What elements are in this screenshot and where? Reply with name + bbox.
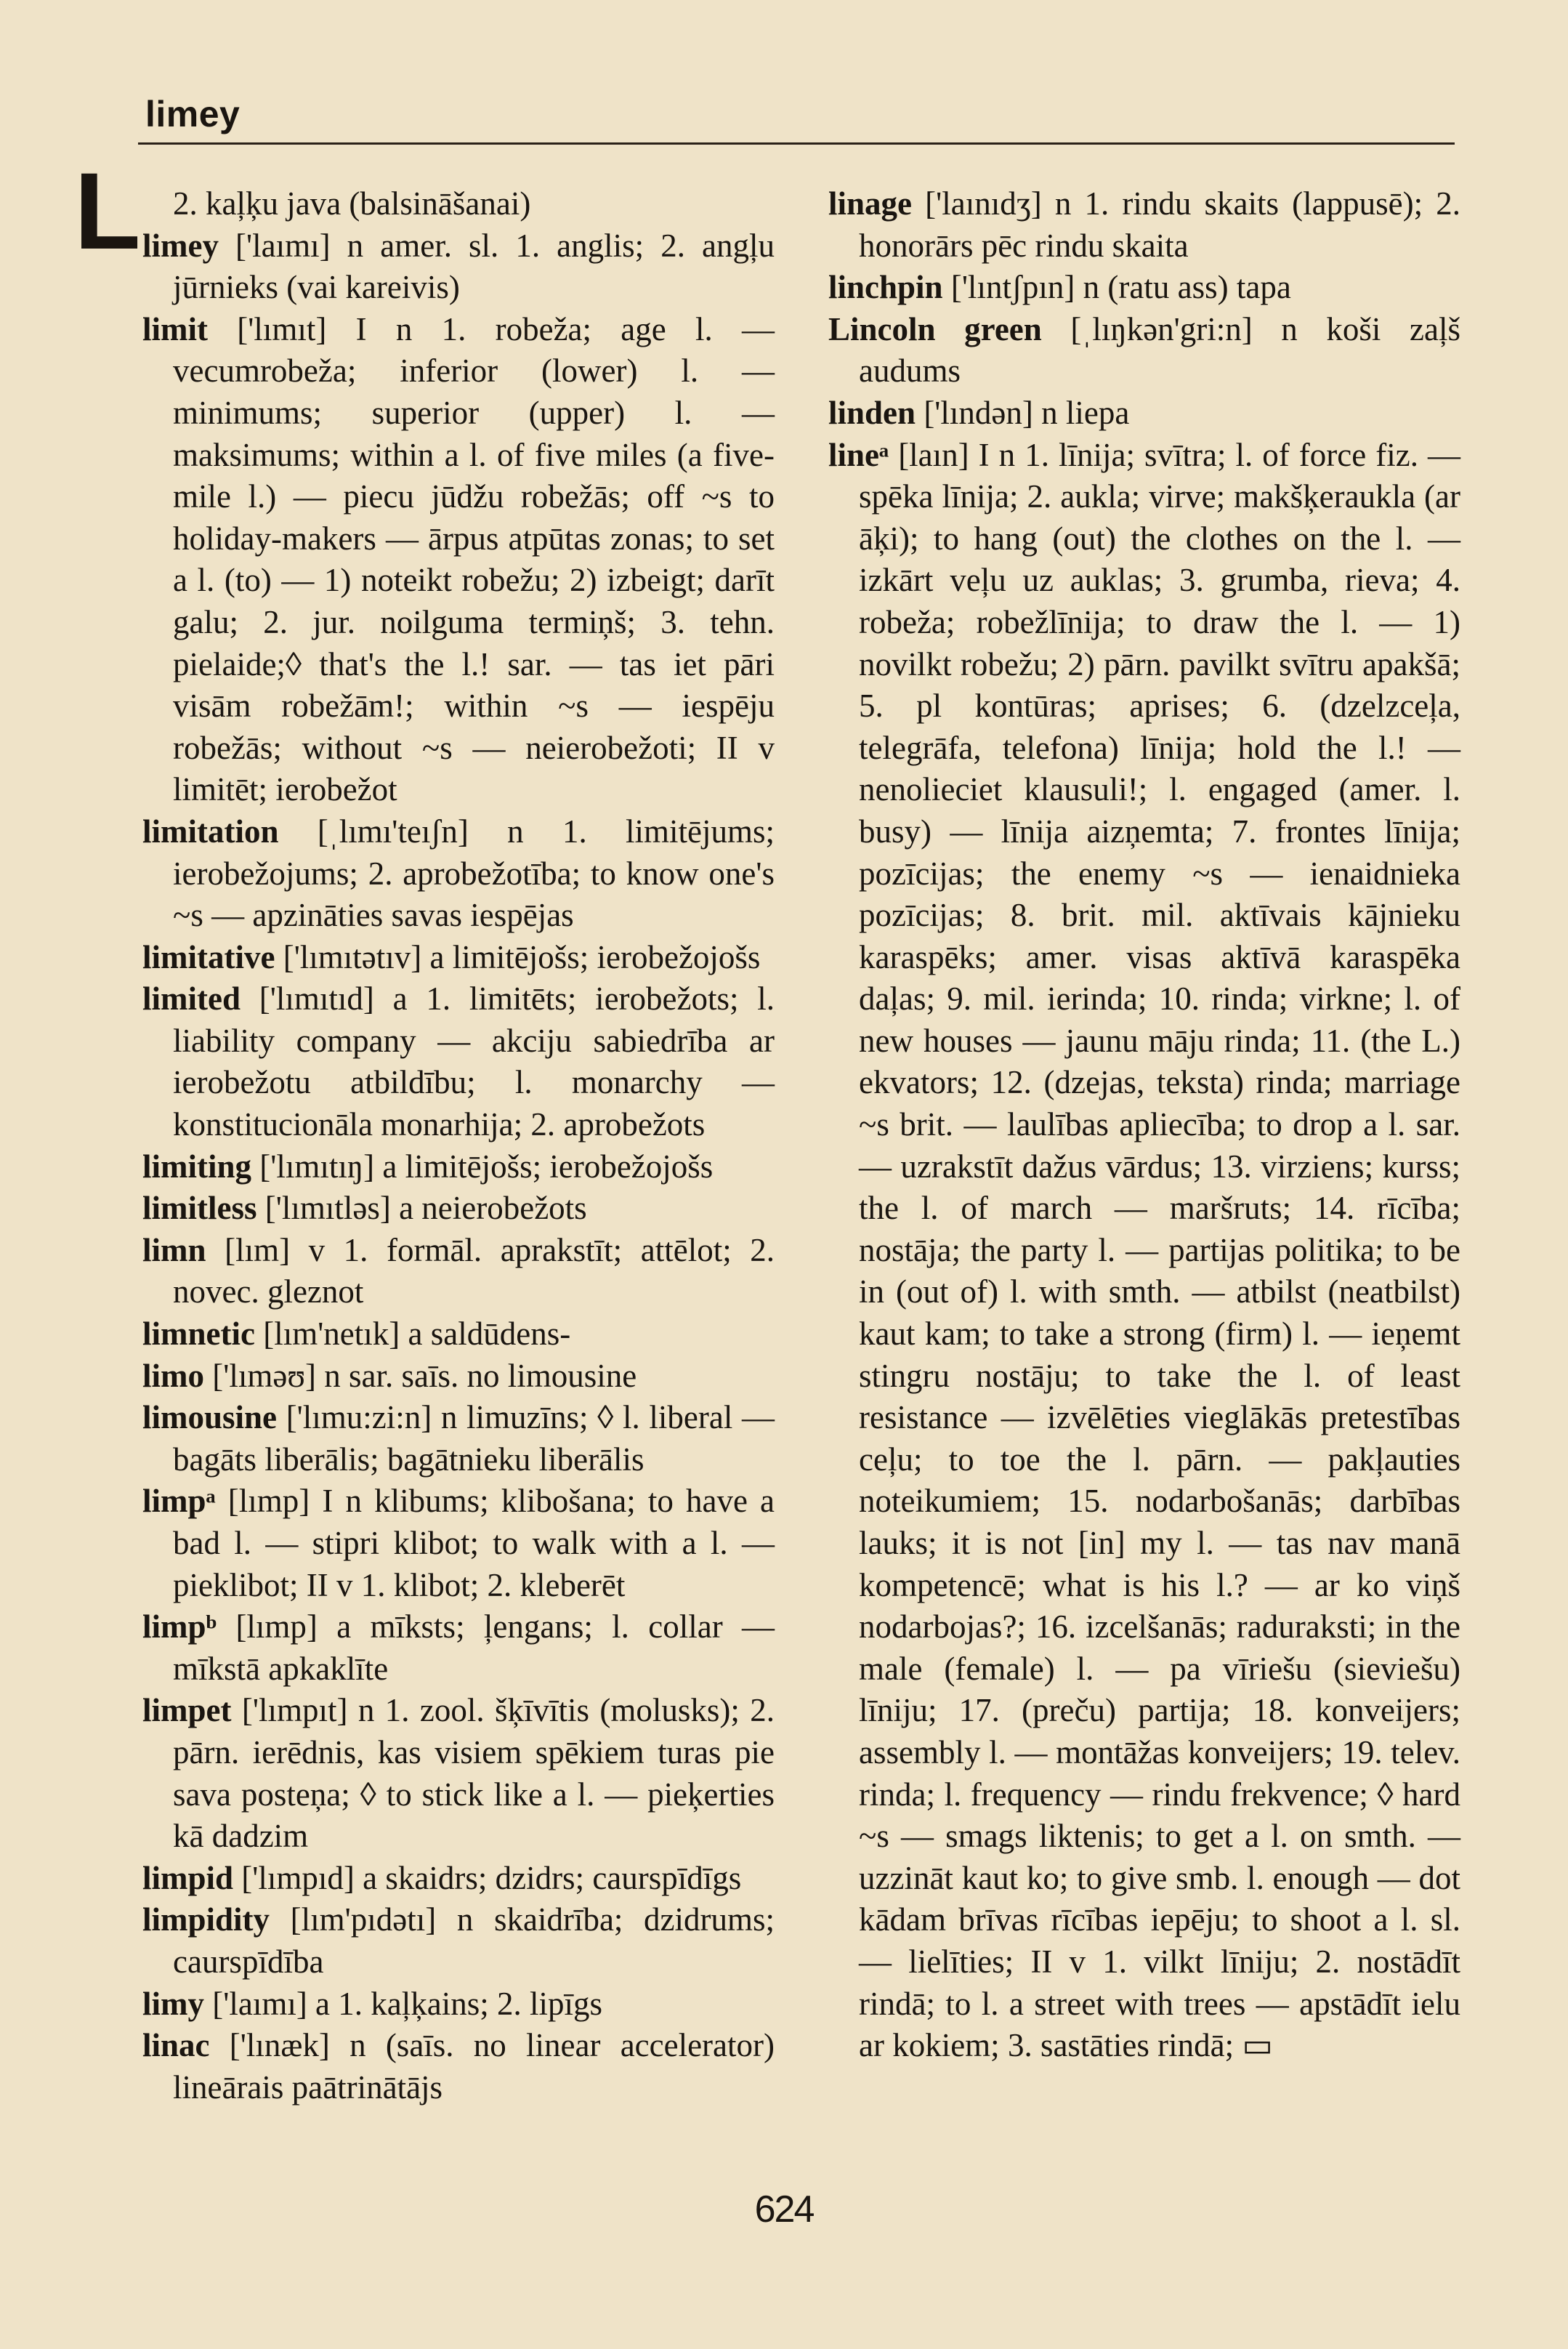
entry-definition: [lımp] I n klibums; klibošana; to have a bad l. — stipri klibot; to walk with a l. — pieklibot; II v 1. klibot; 2. kleberēt	[173, 1483, 775, 1603]
dictionary-entry	[142, 1230, 775, 1313]
left-column	[142, 183, 775, 2108]
entry-headword: linac	[142, 2027, 210, 2064]
header-rule	[138, 142, 1455, 145]
entry-definition: ['laınıdʒ] n 1. rindu skaits (lappusē); 2. honorārs pēc rindu skaita	[859, 185, 1460, 264]
entry-definition: [ˌlıŋkən'gri:n] n koši zaļš audums	[859, 310, 1460, 390]
entry-definition: [lımp] a mīksts; ļengans; l. collar — mīkstā apkaklīte	[173, 1608, 775, 1687]
dictionary-entry	[142, 309, 775, 811]
entry-headword: limey	[142, 227, 219, 264]
thumb-index-letter: L	[74, 150, 141, 272]
dictionary-entry	[142, 1690, 775, 1857]
entry-definition: [ˌlımı'teıʃn] n 1. limitējums; ierobežojums; 2. aprobežotība; to know one's ~s — apzināties savas iespējas	[173, 813, 775, 934]
dictionary-entry	[828, 309, 1460, 392]
dictionary-entry	[828, 183, 1460, 267]
dictionary-entry	[142, 1899, 775, 1983]
dictionary-entry	[142, 2025, 775, 2108]
entry-headword: limited	[142, 980, 241, 1018]
dictionary-entry	[142, 1983, 775, 2026]
dictionary-entry	[828, 392, 1460, 435]
dictionary-entry	[828, 435, 1460, 2067]
entry-definition: ['lıməʊ] n sar. saīs. no limousine	[212, 1357, 637, 1394]
entry-definition: ['lınæk] n (saīs. no linear accelerator) lineārais paātrinātājs	[173, 2027, 775, 2106]
entry-definition: ['lıntʃpın] n (ratu ass) tapa	[950, 269, 1291, 306]
entry-headword: limitative	[142, 938, 275, 975]
dictionary-entry	[142, 1146, 775, 1188]
entry-headword: limiting	[142, 1148, 252, 1185]
dictionary-entry	[142, 225, 775, 309]
entry-headword: Lincoln green	[828, 310, 1042, 347]
entry-headword: limousine	[142, 1399, 278, 1436]
dictionary-entry	[142, 978, 775, 1145]
entry-headword: lineᵃ	[828, 436, 889, 473]
dictionary-entry	[142, 1355, 775, 1398]
entry-definition: [lım'pıdətı] n skaidrība; dzidrums; caurspīdība	[173, 1901, 775, 1980]
entry-headword: limitation	[142, 813, 279, 850]
dictionary-entry	[142, 183, 775, 225]
entry-headword: limn	[142, 1231, 206, 1268]
dictionary-entry	[142, 1397, 775, 1480]
dictionary-entry	[142, 1188, 775, 1230]
entry-definition: 2. kaļķu java (balsināšanai)	[173, 185, 531, 222]
entry-definition: ['lımpıt] n 1. zool. šķīvītis (molusks); 2. pārn. ierēdnis, kas visiem spēkiem turas pie sava posteņa; ◊ to stick like a l. — pieķerties kā dadzim	[173, 1692, 775, 1855]
entry-headword: limit	[142, 310, 208, 347]
entry-headword: limy	[142, 1985, 204, 2022]
dictionary-entry	[142, 1606, 775, 1690]
entry-definition: [laın] I n 1. līnija; svītra; l. of force fiz. — spēka līnija; 2. aukla; virve; makšķeraukla (ar āķi); to hang (out) the clothes on the l. — izkārt veļu uz auklas; 3. grumba, rieva; 4. robeža; robežlīnija; to draw the l. — 1) novilkt robežu; 2) pārn. pavilkt svītru apakšā; 5. pl kontūras; aprises; 6. (dzelzceļa, telegrāfa, telefona) līnija; hold the l.! — nenolieciet klausuli!; l. engaged (amer. l. busy) — līnija aizņemta; 7. frontes līnija; pozīcijas; the enemy ~s — ienaidnieka pozīcijas; 8. brit. mil. aktīvais kājnieku karaspēks; amer. visas aktīvā karaspēka daļas; 9. mil. ierinda; 10. rinda; virkne; l. of new houses — jaunu māju rinda; 11. (the L.) ekvators; 12. (dzejas, teksta) rinda; marriage ~s brit. — laulības apliecība; to drop a l. sar. — uzrakstīt dažus vārdus; 13. virziens; kurss; the l. of march — maršruts; 14. rīcība; nostāja; the party l. — partijas politika; to be in (out of) l. with smth. — atbilst (neatbilst) kaut kam; to take a strong (firm) l. — ieņemt stingru nostāju; to take the l. of least resistance — izvēlēties vieglākās pretestības ceļu; to toe the l. pārn. — pakļauties noteikumiem; 15. nodarbošanās; darbības lauks; it is not [in] my l. — tas nav manā kompetencē; what is his l.? — ar ko viņš nodarbojas?; 16. izcelšanās; raduraksti; in the male (female) l. — pa vīriešu (sieviešu) līniju; 17. (preču) partija; 18. konveijers; assembly l. — montāžas konveijers; 19. telev. rinda; l. frequency — rindu frekvence; ◊ hard ~s — smags liktenis; to get a l. on smth. — uzzināt kaut ko; to give smb. l. enough — dot kādam brīvas rīcības iepēju; to shoot a l. sl. — lielīties; II v 1. vilkt līniju; 2. nostādīt rindā; to l. a street with trees — apstādīt ielu ar kokiem; 3. sastāties rindā; ▭	[859, 436, 1460, 2064]
entry-definition: ['lımıtətıv] a limitējošs; ierobežojošs	[283, 938, 761, 975]
entry-headword: limnetic	[142, 1315, 255, 1353]
entry-definition: ['laımı] n amer. sl. 1. anglis; 2. angļu jūrnieks (vai kareivis)	[173, 227, 775, 306]
dictionary-entry	[142, 1313, 775, 1355]
entry-definition: ['lındən] n liepa	[924, 394, 1130, 431]
entry-definition: ['lımpıd] a skaidrs; dzidrs; caurspīdīgs	[241, 1859, 742, 1896]
dictionary-entry	[142, 937, 775, 979]
entry-definition: ['lımıtıŋ] a limitējošs; ierobežojošs	[259, 1148, 714, 1185]
entry-definition: [lım] v 1. formāl. aprakstīt; attēlot; 2. novec. gleznot	[173, 1231, 775, 1310]
dictionary-entry	[142, 1480, 775, 1606]
entry-definition: ['lımu:zi:n] n limuzīns; ◊ l. liberal — bagāts liberālis; bagātnieku liberālis	[173, 1399, 775, 1478]
entry-headword: limpᵃ	[142, 1483, 216, 1520]
entry-headword: limpet	[142, 1692, 232, 1729]
entry-definition: ['laımı] a 1. kaļķains; 2. lipīgs	[212, 1985, 603, 2022]
entry-headword: limo	[142, 1357, 204, 1394]
page-number: 624	[754, 2188, 814, 2231]
dictionary-entry	[828, 267, 1460, 309]
entry-headword: limpidity	[142, 1901, 270, 1938]
right-column	[828, 183, 1460, 2067]
entry-headword: limpid	[142, 1859, 234, 1896]
entry-headword: limpᵇ	[142, 1608, 217, 1645]
entry-definition: ['lımıtıd] a 1. limitēts; ierobežots; l. liability company — akciju sabiedrība ar ierobežotu atbildību; l. monarchy — konstitucionāla monarhija; 2. aprobežots	[173, 980, 775, 1143]
entry-headword: limitless	[142, 1190, 257, 1227]
entry-headword: linage	[828, 185, 913, 222]
entry-definition: [lım'netık] a saldūdens-	[263, 1315, 571, 1353]
entry-headword: linden	[828, 394, 916, 431]
entry-definition: ['lımıt] I n 1. robeža; age l. — vecumrobeža; inferior (lower) l. — minimums; superior (upper) l. — maksimums; within a l. of five miles (a five-mile l.) — piecu jūdžu robežās; off ~s to holiday-makers — ārpus atpūtas zonas; to set a l. (to) — 1) noteikt robežu; 2) izbeigt; darīt galu; 2. jur. noilguma termiņš; 3. tehn. pielaide;◊ that's the l.! sar. — tas iet pāri visām robežām!; within ~s — iespēju robežās; without ~s — neierobežoti; II v limitēt; ierobežot	[173, 310, 775, 808]
entry-headword: linchpin	[828, 269, 943, 306]
running-head: limey	[145, 94, 241, 134]
entry-definition: ['lımıtləs] a neierobežots	[264, 1190, 587, 1227]
dictionary-entry	[142, 811, 775, 937]
dictionary-entry	[142, 1858, 775, 1900]
